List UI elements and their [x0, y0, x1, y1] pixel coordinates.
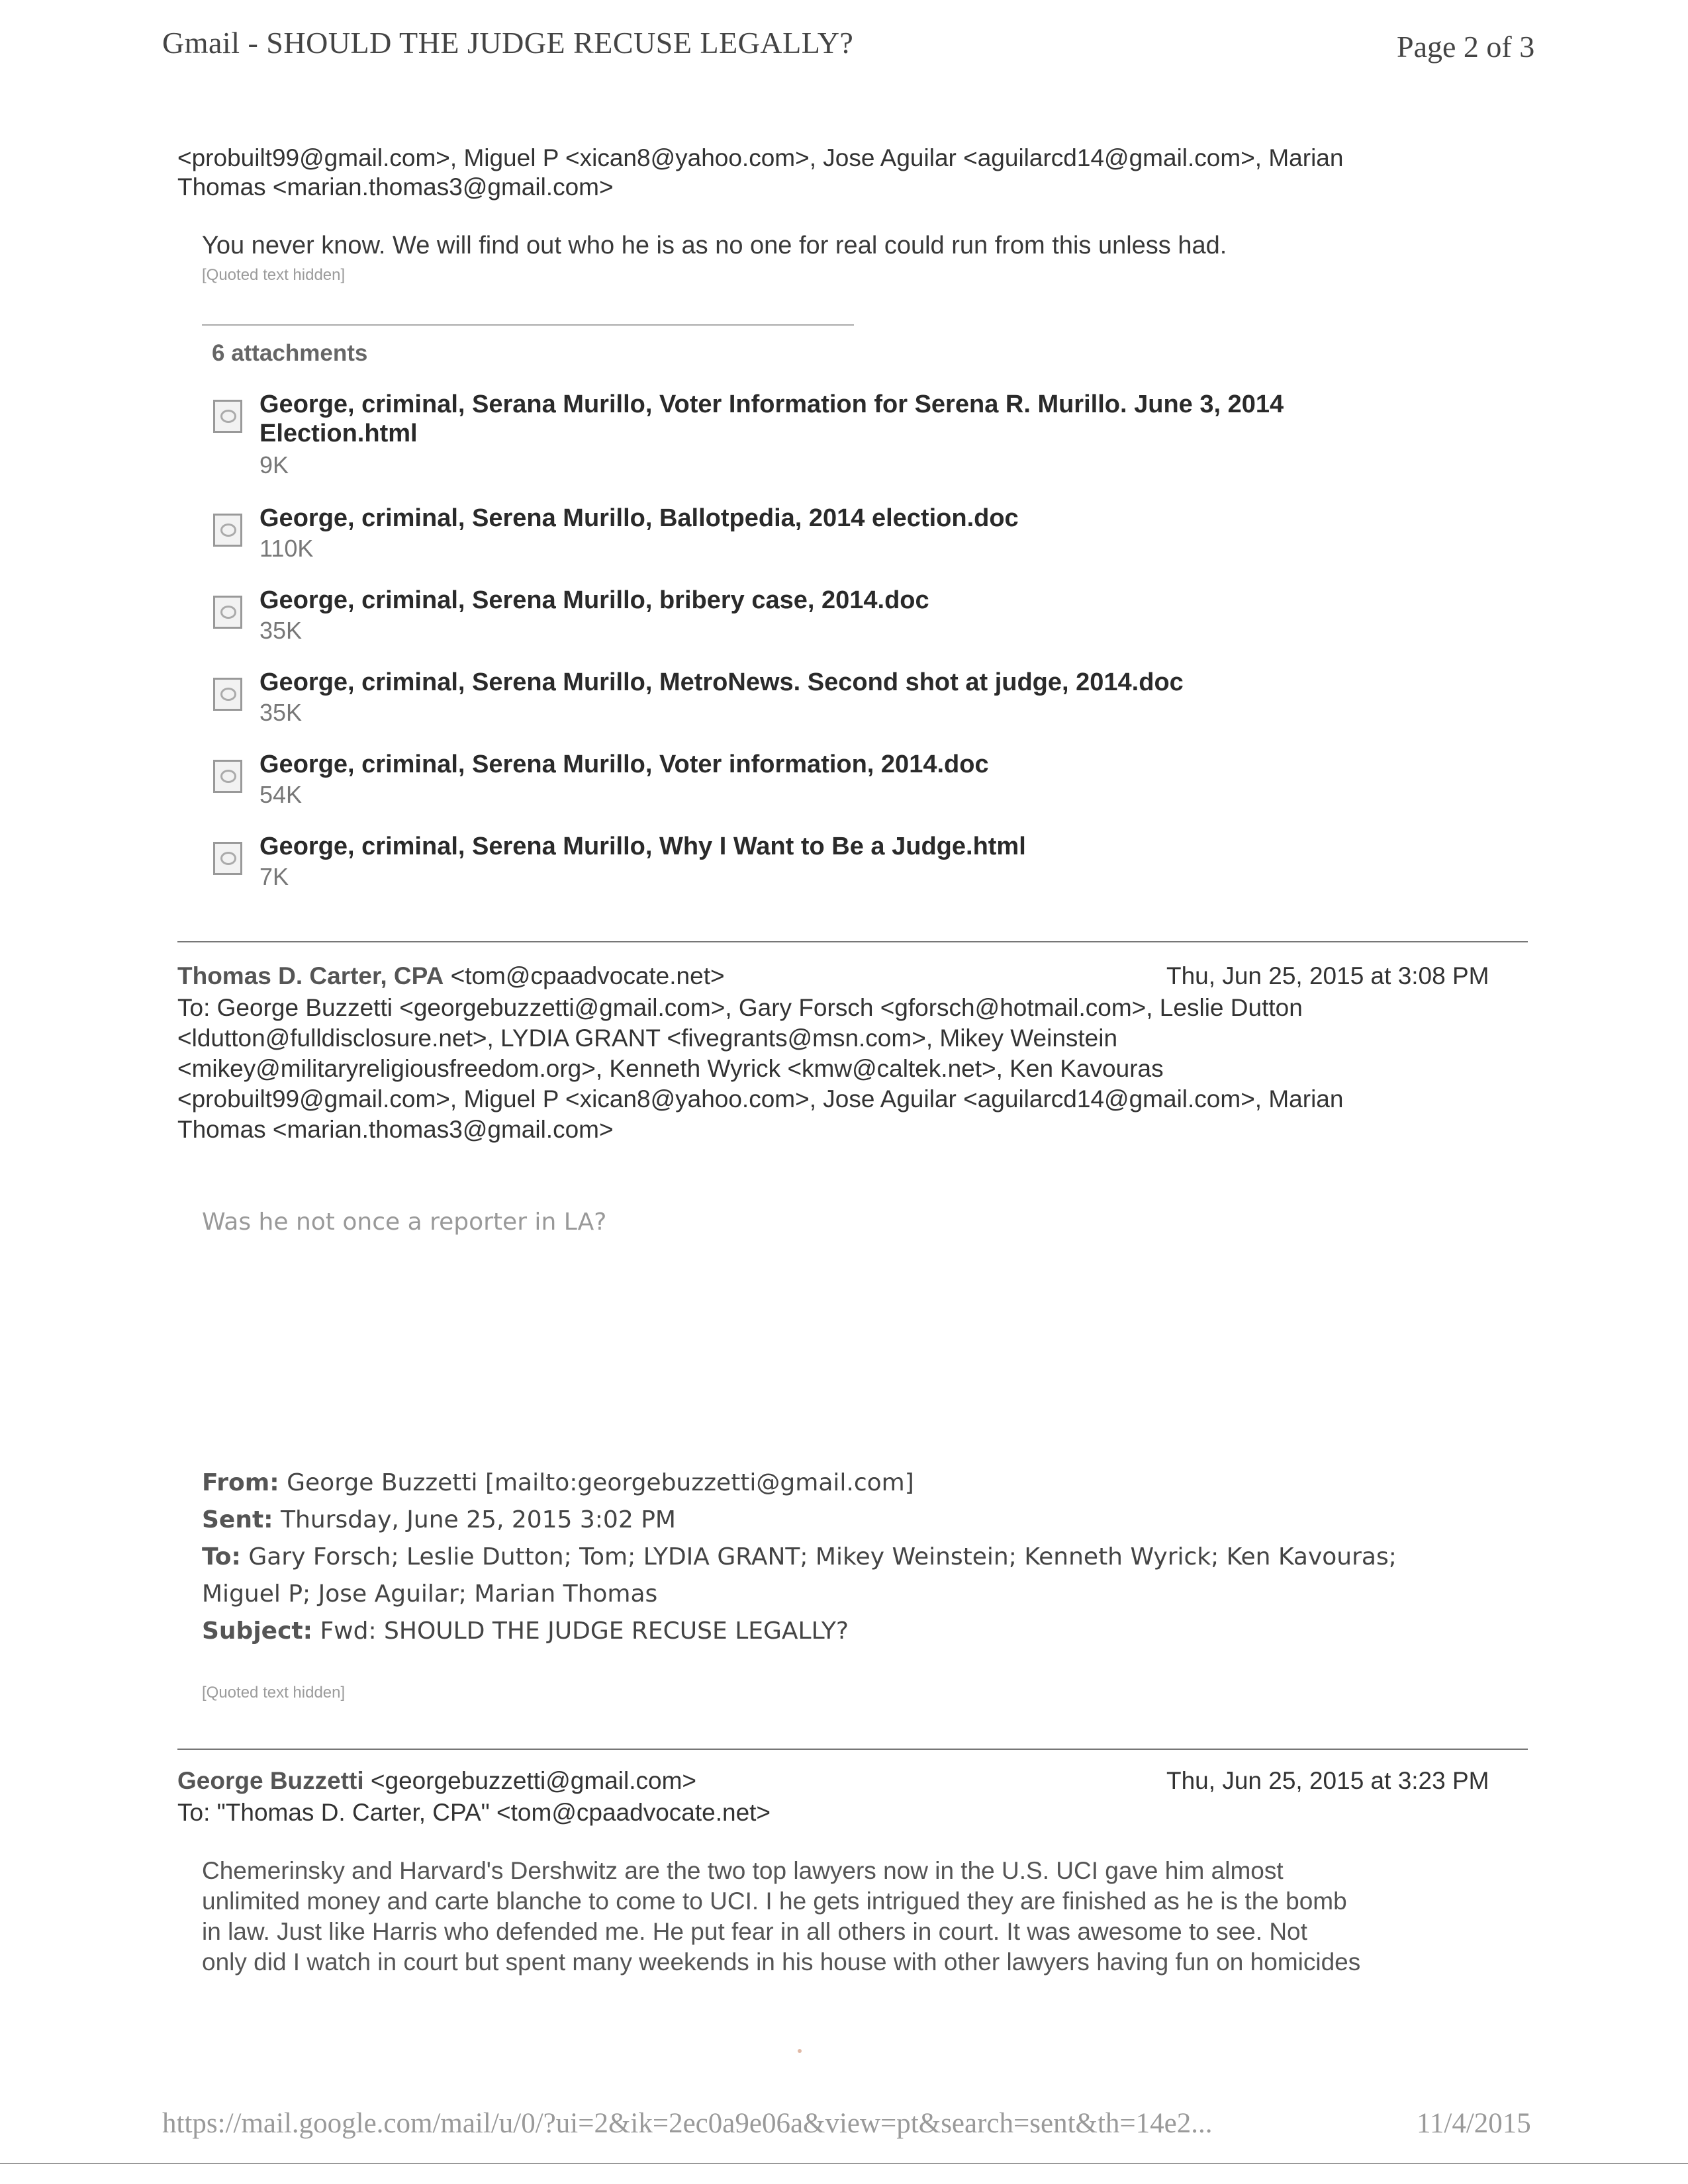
html-file-icon: [213, 400, 242, 433]
recipients-line-2: Thomas <marian.thomas3@gmail.com>: [177, 173, 614, 201]
html-file-icon: [213, 842, 242, 875]
recipients-line-3: <mikey@militaryreligiousfreedom.org>, Kenneth Wyrick <kmw@caltek.net>, Ken Kavouras: [177, 1055, 1164, 1082]
sender-name: Thomas D. Carter, CPA: [177, 962, 444, 989]
attachment-size: 54K: [259, 781, 303, 808]
scan-edge-line: [0, 2163, 1688, 2164]
attachments-count: 6 attachments: [212, 340, 368, 366]
to-value: Gary Forsch; Leslie Dutton; Tom; LYDIA GRANT; Mikey Weinstein; Kenneth Wyrick; Ken Kavouras;: [240, 1543, 1397, 1570]
subject-label: Subject:: [202, 1617, 313, 1645]
attachment-size: 35K: [259, 617, 303, 644]
quoted-text-toggle[interactable]: [Quoted text hidden]: [202, 1684, 346, 1702]
recipients-line-1: <probuilt99@gmail.com>, Miguel P <xican8@yahoo.com>, Jose Aguilar <aguilarcd14@gmail.com>, Marian: [177, 144, 1344, 171]
scan-speck: [798, 2049, 802, 2053]
forwarded-to-cont: Miguel P; Jose Aguilar; Marian Thomas: [202, 1580, 658, 1608]
sender-email: <georgebuzzetti@gmail.com>: [370, 1767, 697, 1794]
message-sender: [177, 962, 725, 990]
message-body: Was he not once a reporter in LA?: [202, 1208, 607, 1236]
recipients-line-2: <ldutton@fulldisclosure.net>, LYDIA GRANT <fivegrants@msn.com>, Mikey Weinstein: [177, 1024, 1118, 1052]
message-body-line-4: only did I watch in court but spent many weekends in his house with other lawyers having fun on homicides: [202, 1948, 1361, 1976]
word-doc-icon: [213, 514, 242, 547]
forwarded-from: [202, 1469, 914, 1496]
message-divider: [177, 1749, 1528, 1750]
attachment-name[interactable]: George, criminal, Serena Murillo, MetroNews. Second shot at judge, 2014.doc: [259, 668, 1184, 696]
attachment-name[interactable]: George, criminal, Serena Murillo, bribery case, 2014.doc: [259, 586, 929, 614]
attachment-name[interactable]: George, criminal, Serana Murillo, Voter Information for Serena R. Murillo. June 3, 2014: [259, 390, 1284, 418]
word-doc-icon: [213, 678, 242, 711]
attachment-name[interactable]: George, criminal, Serena Murillo, Why I Want to Be a Judge.html: [259, 833, 1026, 860]
attachment-name[interactable]: George, criminal, Serena Murillo, Ballotpedia, 2014 election.doc: [259, 504, 1019, 532]
attachment-size: 9K: [259, 451, 289, 478]
recipients-line-5: Thomas <marian.thomas3@gmail.com>: [177, 1116, 614, 1143]
print-footer-url: https://mail.google.com/mail/u/0/?ui=2&ik=2ec0a9e06a&view=pt&search=sent&th=14e2...: [162, 2108, 1213, 2139]
from-label: From:: [202, 1469, 279, 1496]
attachment-size: 7K: [259, 863, 289, 890]
page-number: Page 2 of 3: [1397, 30, 1535, 64]
subject-value: Fwd: SHOULD THE JUDGE RECUSE LEGALLY?: [312, 1617, 849, 1645]
message-body-line-1: Chemerinsky and Harvard's Dershwitz are the two top lawyers now in the U.S. UCI gave him almost: [202, 1857, 1284, 1884]
attachment-name-cont[interactable]: Election.html: [259, 420, 418, 447]
attachment-size: 35K: [259, 699, 303, 726]
sent-label: Sent:: [202, 1506, 273, 1533]
sent-value: Thursday, June 25, 2015 3:02 PM: [273, 1506, 676, 1533]
message-body-line-3: in law. Just like Harris who defended me. He put fear in all others in court. It was awesome to see. Not: [202, 1918, 1307, 1945]
message-body-line-2: unlimited money and carte blanche to come to UCI. I he gets intrigued they are finished as he is the bomb: [202, 1888, 1347, 1915]
forwarded-to: [202, 1543, 1397, 1570]
print-header-title: Gmail - SHOULD THE JUDGE RECUSE LEGALLY?: [162, 26, 854, 60]
message-divider: [177, 941, 1528, 942]
recipients-line-1: To: George Buzzetti <georgebuzzetti@gmail.com>, Gary Forsch <gforsch@hotmail.com>, Leslie Dutton: [177, 994, 1303, 1021]
attachments-divider: [202, 324, 854, 326]
word-doc-icon: [213, 760, 242, 793]
to-label: To:: [202, 1543, 241, 1570]
message-date: Thu, Jun 25, 2015 at 3:23 PM: [1166, 1767, 1489, 1794]
forwarded-sent: [202, 1506, 676, 1533]
print-footer-date: 11/4/2015: [1417, 2108, 1531, 2139]
message-date: Thu, Jun 25, 2015 at 3:08 PM: [1166, 962, 1489, 989]
forwarded-subject: [202, 1617, 849, 1645]
attachment-size: 110K: [259, 535, 314, 562]
recipients-line-4: <probuilt99@gmail.com>, Miguel P <xican8@yahoo.com>, Jose Aguilar <aguilarcd14@gmail.com>, Marian: [177, 1085, 1344, 1113]
sender-name: George Buzzetti: [177, 1767, 364, 1794]
message-sender: [177, 1767, 696, 1795]
word-doc-icon: [213, 596, 242, 629]
quoted-text-toggle[interactable]: [Quoted text hidden]: [202, 266, 346, 284]
sender-email: <tom@cpaadvocate.net>: [450, 962, 725, 989]
from-value: George Buzzetti [mailto:georgebuzzetti@gmail.com]: [279, 1469, 914, 1496]
recipients-line: To: "Thomas D. Carter, CPA" <tom@cpaadvocate.net>: [177, 1799, 771, 1826]
attachment-name[interactable]: George, criminal, Serena Murillo, Voter information, 2014.doc: [259, 751, 989, 778]
message-body: You never know. We will find out who he is as no one for real could run from this unless had.: [202, 232, 1227, 259]
